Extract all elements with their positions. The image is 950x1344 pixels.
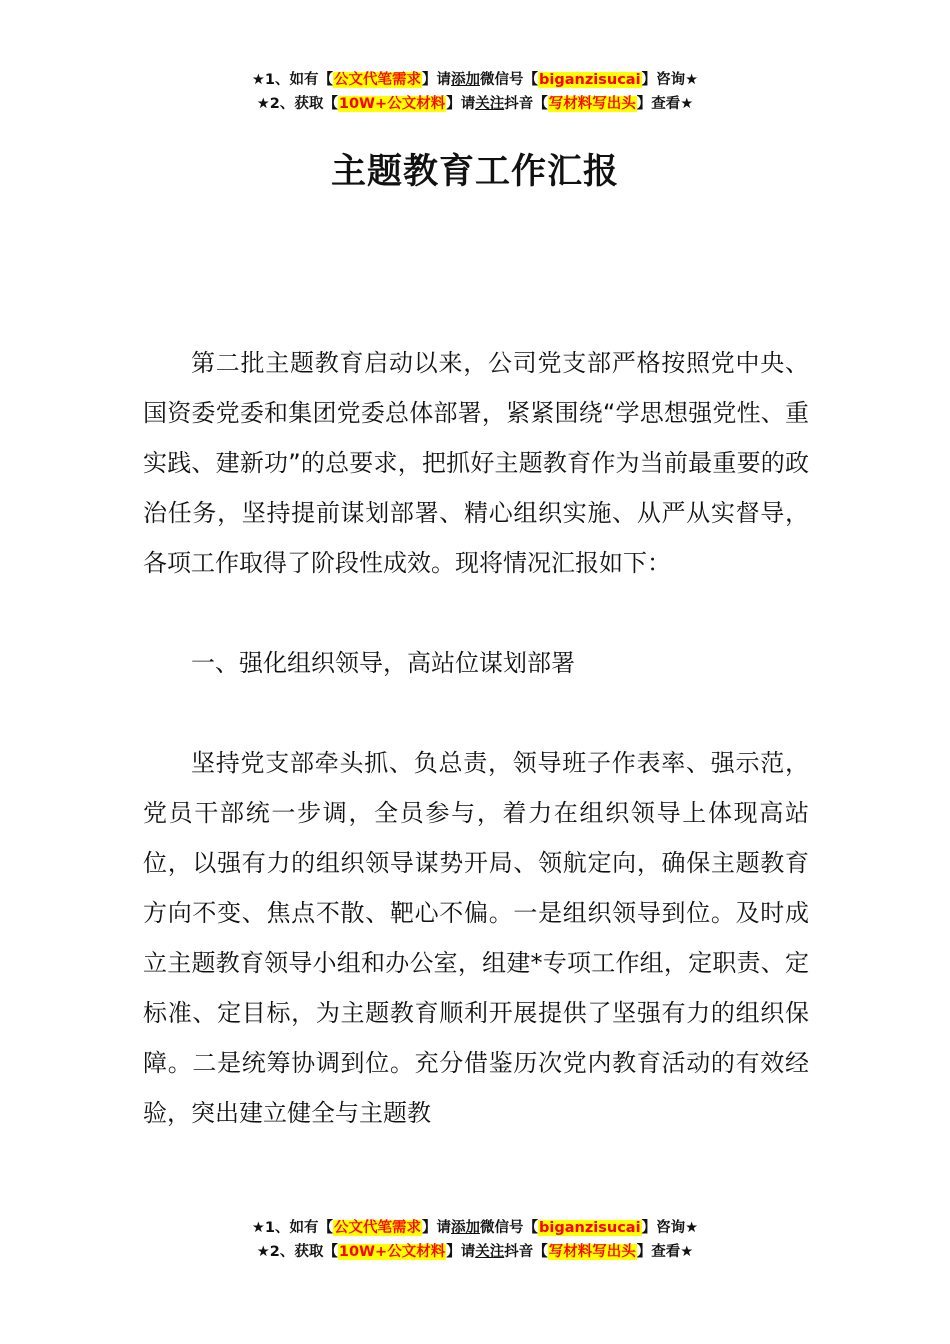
document-title: 主题教育工作汇报 [330,152,619,192]
promo-line-1: ★1、如有【公文代笔需求】请添加微信号【biganzisucai】咨询★ [251,1220,699,1236]
promo-line-2: ★2、获取【10W+公文材料】请关注抖音【写材料写出头】查看★ [256,96,694,112]
bottom-promo-banner [0,1216,950,1264]
highlight-wechat-id: biganzisucai [539,1220,641,1236]
highlight-writing-service: 公文代笔需求 [334,1220,422,1236]
promo-line-2: ★2、获取【10W+公文材料】请关注抖音【写材料写出头】查看★ [256,1244,694,1260]
highlight-douyin-account: 写材料写出头 [548,1244,636,1260]
highlight-wechat-id: biganzisucai [539,72,641,88]
intro-paragraph: 第二批主题教育启动以来，公司党支部严格按照党中央、国资委党委和集团党委总体部署，紧紧围绕“学思想强党性、重实践、建新功”的总要求，把抓好主题教育作为当前最重要的政治任务，坚持提前谋划部署、精心组织实施、从严从实督导，各项工作取得了阶段性成效。现将情况汇报如下： [143,349,809,577]
section-1-paragraph: 坚持党支部牵头抓、负总责，领导班子作表率、强示范，党员干部统一步调，全员参与，着力在组织领导上体现高站位，以强有力的组织领导谋势开局、领航定向，确保主题教育方向不变、焦点不散、靶心不偏。一是组织领导到位。及时成立主题教育领导小组和办公室，组建*专项工作组，定职责、定标准、定目标，为主题教育顺利开展提供了坚强有力的组织保障。二是统筹协调到位。充分借鉴历次党内教育活动的有效经验，突出建立健全与主题教 [143,749,809,1127]
highlight-materials: 10W+公文材料 [338,1244,446,1260]
top-promo-banner [0,68,950,116]
highlight-douyin-account: 写材料写出头 [548,96,636,112]
document-body [143,338,809,1138]
highlight-materials: 10W+公文材料 [338,96,446,112]
section-1-heading: 一、强化组织领导，高站位谋划部署 [191,649,575,677]
highlight-writing-service: 公文代笔需求 [334,72,422,88]
promo-line-1: ★1、如有【公文代笔需求】请添加微信号【biganzisucai】咨询★ [251,72,699,88]
